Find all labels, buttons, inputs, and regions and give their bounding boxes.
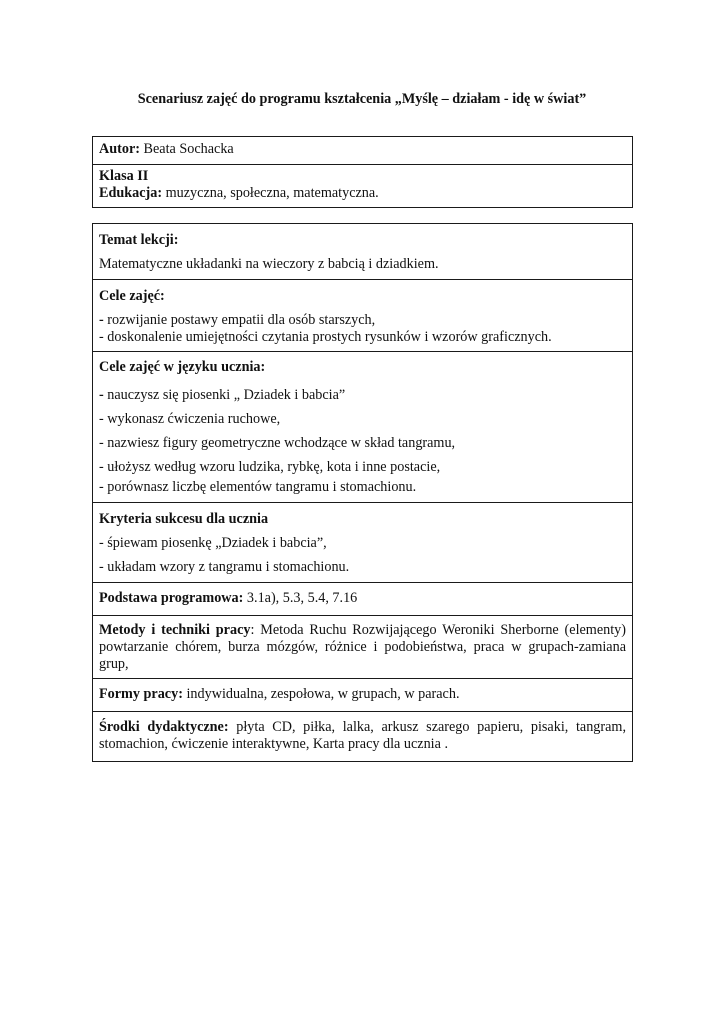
lesson-plan-table bbox=[92, 223, 633, 762]
resources-label: Środki dydaktyczne: bbox=[99, 719, 229, 735]
forms-value: indywidualna, zespołowa, w grupach, w parach. bbox=[182, 686, 460, 702]
student-goal-item: - nazwiesz figury geometryczne wchodzące w skład tangramu, bbox=[99, 435, 456, 451]
student-goals-cell bbox=[93, 352, 633, 503]
success-criteria-heading: Kryteria sukcesu dla ucznia bbox=[99, 511, 269, 527]
resources-cell bbox=[93, 712, 633, 762]
success-criteria-item: - śpiewam piosenkę „Dziadek i babcia”, bbox=[99, 535, 327, 551]
class-label: Klasa II bbox=[99, 168, 149, 184]
curriculum-value: 3.1a), 5.3, 5.4, 7.16 bbox=[243, 590, 358, 606]
goal-item: - rozwijanie postawy empatii dla osób starszych, bbox=[99, 312, 376, 328]
student-goal-item: - ułożysz według wzoru ludzika, rybkę, kota i inne postacie, bbox=[99, 459, 441, 475]
methods-cell bbox=[93, 616, 633, 679]
methods-value: : Metoda Ruchu Rozwijającego Weroniki Sherborne (elementy) powtarzanie chórem, burza mózgów, różnice i podobieństwa, praca w grupach-zamiana grup, bbox=[99, 622, 626, 672]
topic-text: Matematyczne układanki na wieczory z babcią i dziadkiem. bbox=[99, 256, 439, 272]
education-value: muzyczna, społeczna, matematyczna. bbox=[162, 185, 379, 201]
goals-heading: Cele zajęć: bbox=[99, 288, 165, 304]
student-goal-item: - wykonasz ćwiczenia ruchowe, bbox=[99, 411, 281, 427]
header-info-table bbox=[92, 136, 633, 208]
author-value: Beata Sochacka bbox=[139, 141, 234, 157]
class-education-cell bbox=[93, 165, 633, 208]
student-goal-item: - nauczysz się piosenki „ Dziadek i babcia” bbox=[99, 387, 346, 403]
resources-value: płyta CD, piłka, lalka, arkusz szarego papieru, pisaki, tangram, stomachion, ćwiczenie interaktywne, Karta pracy dla ucznia . bbox=[99, 719, 626, 752]
success-criteria-cell bbox=[93, 503, 633, 583]
student-goal-dash: - bbox=[99, 387, 104, 403]
success-criteria-item: - układam wzory z tangramu i stomachionu. bbox=[99, 559, 350, 575]
topic-cell bbox=[93, 224, 633, 280]
author-label: Autor: bbox=[99, 141, 140, 157]
forms-cell bbox=[93, 679, 633, 712]
forms-label: Formy pracy: bbox=[99, 686, 183, 702]
student-goal-item: - porównasz liczbę elementów tangramu i stomachionu. bbox=[99, 479, 417, 495]
curriculum-label: Podstawa programowa: bbox=[99, 590, 244, 606]
methods-label: Metody i techniki pracy bbox=[99, 622, 251, 638]
education-label: Edukacja: bbox=[99, 185, 163, 201]
goal-item: - doskonalenie umiejętności czytania prostych rysunków i wzorów graficznych. bbox=[99, 329, 552, 345]
topic-heading: Temat lekcji: bbox=[99, 232, 179, 248]
student-goals-heading: Cele zajęć w języku ucznia: bbox=[99, 359, 266, 375]
document-title: Scenariusz zajęć do programu kształcenia „Myślę – działam - idę w świat” bbox=[137, 91, 587, 107]
curriculum-cell bbox=[93, 583, 633, 616]
author-cell bbox=[93, 137, 633, 165]
goal-dash: - bbox=[99, 312, 104, 328]
goals-cell bbox=[93, 280, 633, 352]
